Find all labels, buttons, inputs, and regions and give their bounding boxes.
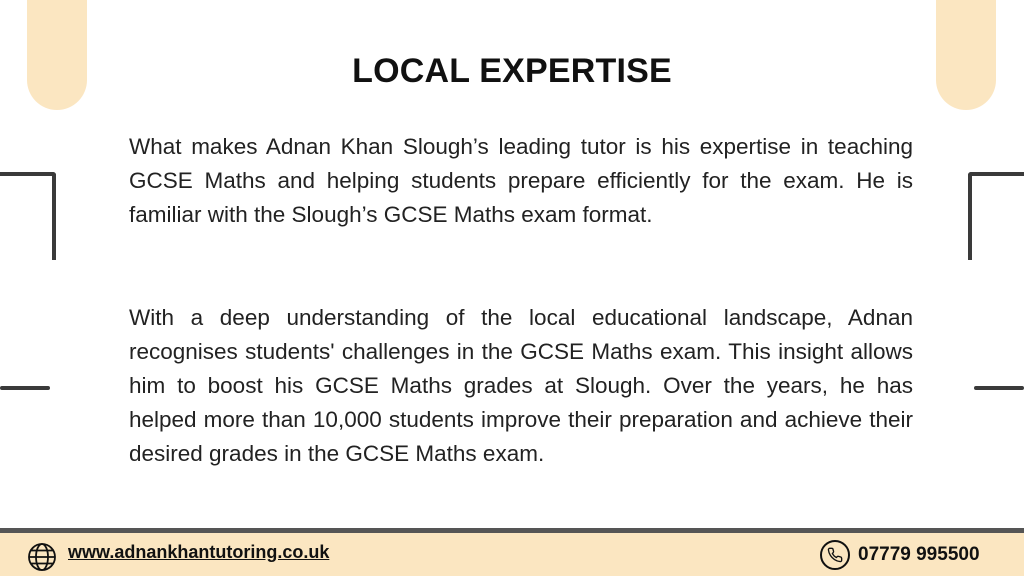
page-title: LOCAL EXPERTISE [352, 52, 672, 90]
paragraph-local-understanding: With a deep understanding of the local educational landscape, Adnan recognises students' challenges in the GCSE Maths exam. This insight allows him to boost his GCSE Maths grades at Slough. Over the years, he has helped more than 10,000 students improve their preparation and achieve their desired grades in the GCSE Maths exam. [129, 305, 913, 466]
paragraph-expertise: What makes Adnan Khan Slough’s leading tutor is his expertise in teaching GCSE Maths and helping students prepare efficiently for the exam. He is familiar with the Slough’s GCSE Maths exam format. [129, 134, 913, 227]
decorative-dash-left [0, 386, 50, 390]
decorative-bracket-left [0, 172, 56, 260]
globe-icon [27, 542, 57, 572]
phone-number[interactable]: 07779 995500 [858, 544, 980, 565]
phone-icon [820, 540, 850, 570]
decorative-bracket-right [968, 172, 1024, 260]
decorative-dash-right [974, 386, 1024, 390]
website-link[interactable]: www.adnankhantutoring.co.uk [68, 542, 330, 562]
